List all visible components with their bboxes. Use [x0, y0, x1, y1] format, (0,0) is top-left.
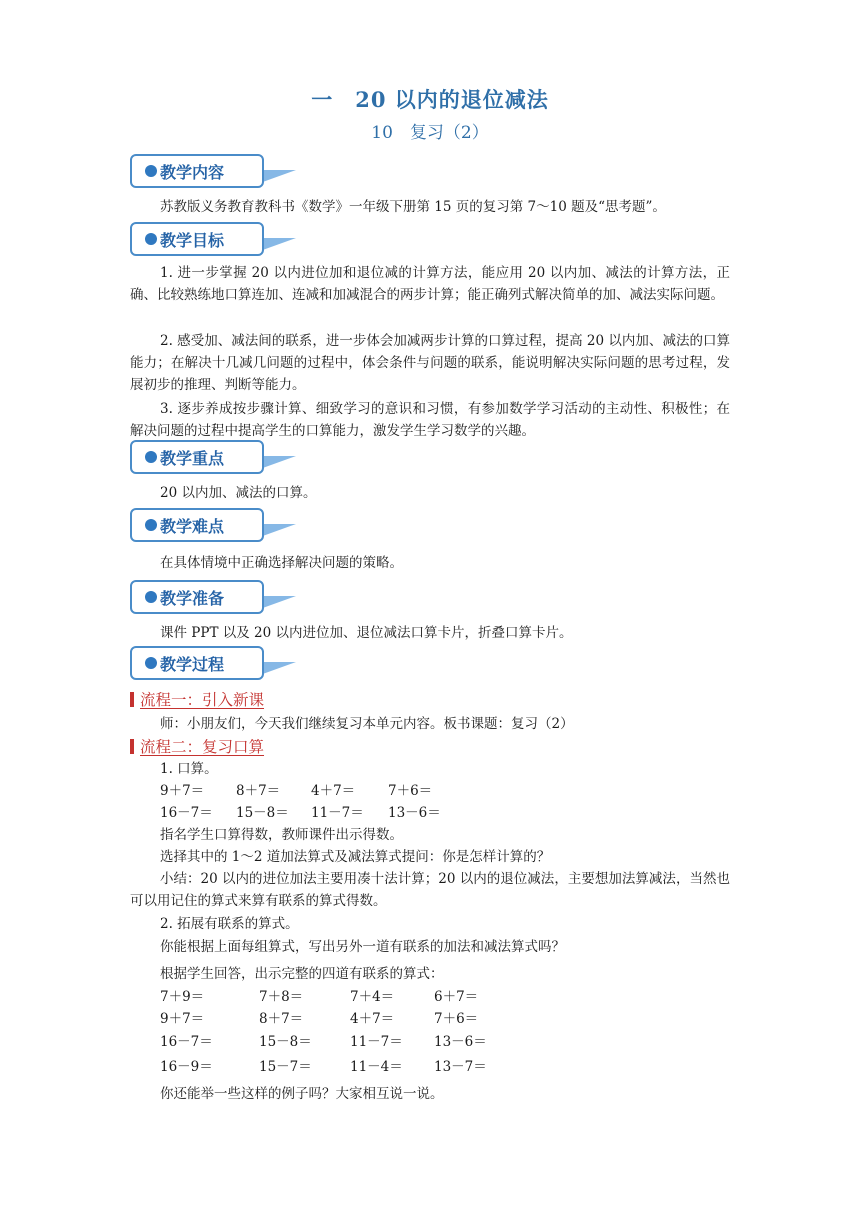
related-equation: 11－7＝: [350, 1034, 403, 1050]
content-text: 苏教版义务教育教科书《数学》一年级下册第 15 页的复习第 7～10 题及“思考题”。: [160, 199, 666, 215]
line-c: 你能根据上面每组算式，写出另外一道有联系的加法和减法算式吗？: [160, 939, 565, 955]
section-label-process: [130, 646, 264, 680]
goal-item-1: 1. 进一步掌握 20 以内进位加和退位减的计算方法，能应用 20 以内加、减法的计算方法，正确、比较熟练地口算连加、连减和加减混合的两步计算；能正确列式解决简单的加、减法实际问题。: [130, 265, 730, 303]
bullet-dot-icon: [145, 233, 157, 245]
summary-text: 小结：20 以内的进位加法主要用凑十法计算；20 以内的退位减法，主要想加法算减法，当然也可以用记住的算式来算有联系的算式得数。: [130, 871, 730, 909]
section-label-text: 教学目标: [160, 230, 225, 250]
bullet-dot-icon: [145, 451, 157, 463]
bullet-dot-icon: [145, 657, 157, 669]
oral-equation: 11－7＝: [311, 805, 364, 821]
section-label-text: 教学难点: [160, 516, 225, 536]
section-label-prep: [130, 580, 264, 614]
flow-marker-icon: [130, 692, 134, 707]
difficulty-text: 在具体情境中正确选择解决问题的策略。: [160, 555, 403, 571]
oral-equation: 4＋7＝: [311, 783, 356, 799]
section-label-key: [130, 440, 264, 474]
line-e: 你还能举一些这样的例子吗？大家相互说一说。: [160, 1086, 444, 1102]
oral-equation: 7＋6＝: [388, 783, 433, 799]
line-d: 根据学生回答，出示完整的四道有联系的算式：: [160, 966, 444, 982]
bullet-dot-icon: [145, 591, 157, 603]
related-equation: 4＋7＝: [350, 1011, 395, 1027]
flow-heading-1: [130, 688, 264, 710]
section-label-text: 教学重点: [160, 448, 225, 468]
related-equation: 16－9＝: [160, 1059, 213, 1075]
goal-item-3: 3. 逐步养成按步骤计算、细致学习的意识和习惯，有参加数学学习活动的主动性、积极性；在解决问题的过程中提高学生的口算能力，激发学生学习数学的兴趣。: [130, 401, 730, 439]
flow-title: 流程二：复习口算: [140, 738, 265, 756]
oral-equation: 15－8＝: [236, 805, 289, 821]
flow1-text: 师：小朋友们，今天我们继续复习本单元内容。板书课题：复习（2）: [160, 716, 574, 732]
flow-heading-2: [130, 735, 264, 757]
related-equation: 15－8＝: [259, 1034, 312, 1050]
related-equation: 13－6＝: [434, 1034, 487, 1050]
related-equation: 9＋7＝: [160, 1011, 205, 1027]
section-label-text: 教学准备: [160, 588, 225, 608]
oral-equation: 9＋7＝: [160, 783, 205, 799]
page-title: 一 20 以内的退位减法: [311, 87, 549, 112]
section-label-text: 教学过程: [160, 654, 225, 674]
bullet-dot-icon: [145, 165, 157, 177]
key-text: 20 以内加、减法的口算。: [160, 485, 317, 501]
flow-title: 流程一：引入新课: [140, 691, 265, 709]
oral-equation: 13－6＝: [388, 805, 441, 821]
related-equation: 15－7＝: [259, 1059, 312, 1075]
oral-equation: 8＋7＝: [236, 783, 281, 799]
prep-text: 课件 PPT 以及 20 以内进位加、退位减法口算卡片，折叠口算卡片。: [160, 625, 573, 641]
section-label-difficulty: [130, 508, 264, 542]
item2-title: 2. 拓展有联系的算式。: [160, 916, 299, 932]
line-a: 指名学生口算得数，教师课件出示得数。: [160, 827, 403, 843]
line-b: 选择其中的 1～2 道加法算式及减法算式提问：你是怎样计算的？: [160, 849, 551, 865]
section-label-text: 教学内容: [160, 162, 225, 182]
section-label-content: [130, 154, 264, 188]
page-subtitle: 10 复习（2）: [371, 123, 489, 143]
related-equation: 7＋6＝: [434, 1011, 479, 1027]
related-equation: 7＋8＝: [259, 989, 304, 1005]
bullet-dot-icon: [145, 519, 157, 531]
goal-item-2: 2. 感受加、减法间的联系，进一步体会加减两步计算的口算过程，提高 20 以内加、减法的口算能力；在解决十几减几问题的过程中，体会条件与问题的联系，能说明解决实际问题的思考过程，发展初步的推理、判断等能力。: [130, 333, 730, 393]
related-equation: 11－4＝: [350, 1059, 403, 1075]
related-equation: 16－7＝: [160, 1034, 213, 1050]
item1-title: 1. 口算。: [160, 761, 218, 777]
related-equation: 8＋7＝: [259, 1011, 304, 1027]
flow-marker-icon: [130, 739, 134, 754]
related-equation: 7＋4＝: [350, 989, 395, 1005]
related-equation: 13－7＝: [434, 1059, 487, 1075]
section-label-goals: [130, 222, 264, 256]
related-equation: 6＋7＝: [434, 989, 479, 1005]
related-equation: 7＋9＝: [160, 989, 205, 1005]
oral-equation: 16－7＝: [160, 805, 213, 821]
